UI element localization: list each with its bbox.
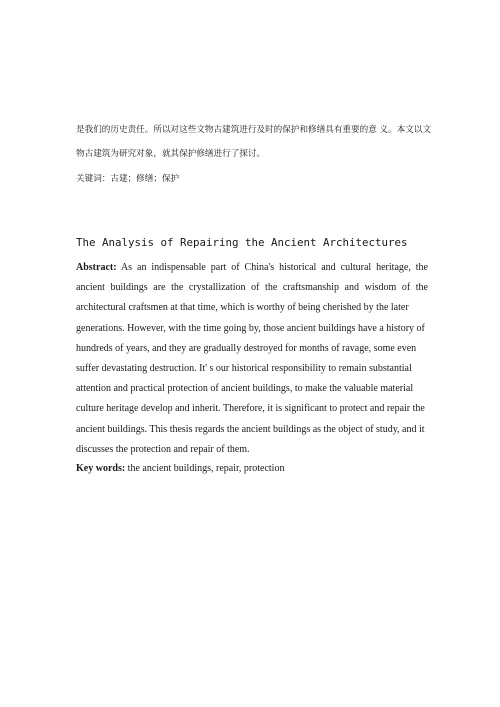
english-abstract-first-line <box>76 258 428 278</box>
abstract-label: Abstract: <box>76 262 117 273</box>
english-abstract-line: discusses the protection and repair of them. <box>76 443 250 455</box>
english-title: The Analysis of Repairing the Ancient Architectures <box>76 236 408 249</box>
english-abstract-line: ancient buildings are the crystallization of the craftsmanship and wisdom of the <box>76 282 428 294</box>
abstract-first-line-text: As an indispensable part of China's historical and cultural heritage, the <box>116 262 428 273</box>
keywords-text: the ancient buildings, repair, protection <box>125 463 285 474</box>
english-abstract <box>76 258 428 460</box>
english-keywords <box>76 462 284 476</box>
english-abstract-line: suffer devastating destruction. It' s our historical responsibility to remain substantial <box>76 363 412 375</box>
english-abstract-line: hundreds of years, and they are gradually destroyed for months of ravage, some even <box>76 342 417 354</box>
chinese-abstract <box>76 118 432 166</box>
keywords-label: Key words: <box>76 463 126 474</box>
english-abstract-line: ancient buildings. This thesis regards the ancient buildings as the object of study, and it <box>76 423 425 435</box>
chinese-abstract-line: 是我们的历史责任。所以对这些文物古建筑进行及时的保护和修缮具有重要的意 义。本文以文 <box>76 125 432 135</box>
chinese-keywords: 关键词：古建；修缮；保护 <box>76 174 180 184</box>
english-abstract-line: attention and practical protection of ancient buildings, to make the valuable material <box>76 383 414 395</box>
english-abstract-line: architectural craftsmen at that time, which is worthy of being cherished by the later <box>76 302 409 314</box>
chinese-abstract-line: 物古建筑为研究对象，就其保护修缮进行了探讨。 <box>76 149 266 159</box>
english-abstract-line: generations. However, with the time going by, those ancient buildings have a history of <box>76 322 425 334</box>
english-abstract-line: culture heritage develop and inherit. Therefore, it is significant to protect and repair the <box>76 403 425 415</box>
